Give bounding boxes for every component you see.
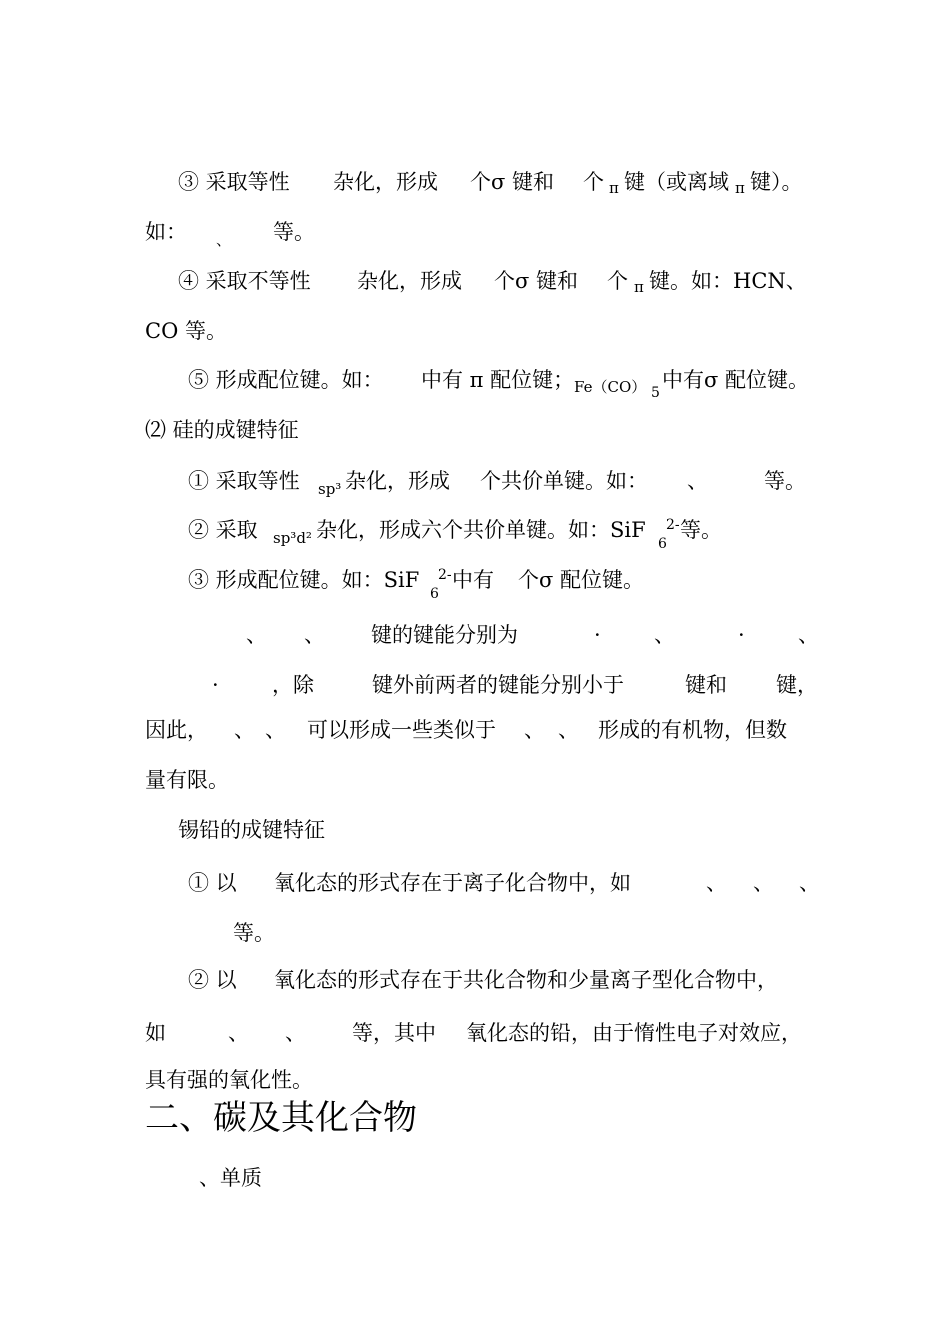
text-line: · xyxy=(738,623,745,647)
formula: sp³d² xyxy=(273,529,312,547)
text-line: ⑤ 形成配位键。如： xyxy=(188,368,384,392)
text-line: 氧化态的形式存在于共化合物和少量离子型化合物中， xyxy=(274,968,778,992)
text-line: 个 xyxy=(607,269,628,293)
text-line: 等。 xyxy=(273,220,315,244)
subsection-title: 、单质 xyxy=(199,1166,262,1190)
text-line: 杂化，形成 xyxy=(357,269,462,293)
text-line: 、 xyxy=(706,871,727,895)
text-line: ② 采取 xyxy=(188,518,258,542)
text-line: 如： xyxy=(145,220,187,244)
text-line: 键外前两者的键能分别小于 xyxy=(372,673,624,697)
text-line: 中有 π 配位键； xyxy=(421,368,575,392)
subscript: 6 xyxy=(430,586,439,602)
text-line: 杂化，形成 xyxy=(333,170,438,194)
text-line: 键， xyxy=(776,673,818,697)
text-line: 、 xyxy=(687,469,708,493)
text-line: 、 xyxy=(753,871,774,895)
text-line: 、 xyxy=(246,623,267,647)
text-line: 可以形成一些类似于 xyxy=(307,718,496,742)
formula: sp³ xyxy=(318,480,342,498)
pi-symbol: π xyxy=(634,278,644,296)
text-line: 形成的有机物，但数 xyxy=(598,718,787,742)
section-heading: 二、碳及其化合物 xyxy=(145,1098,417,1138)
text-line: 键和 xyxy=(685,673,727,697)
text-line: ① 以 xyxy=(188,871,237,895)
text-line: 键的键能分别为 xyxy=(371,623,518,647)
text-line: 、 xyxy=(798,623,819,647)
text-line: · xyxy=(594,623,601,647)
text-line: 等。 xyxy=(233,921,275,945)
superscript: 2- xyxy=(438,567,452,583)
pi-symbol: π xyxy=(609,179,619,197)
text-line: 中有 xyxy=(452,568,494,592)
text-line: 个σ 键和 xyxy=(470,170,555,194)
text-line: ③ 形成配位键。如：SiF xyxy=(188,568,420,592)
text-line: ④ 采取不等性 xyxy=(178,269,311,293)
text-line: 量有限。 xyxy=(145,768,229,792)
text-line: ① 采取等性 xyxy=(188,469,300,493)
text-line: 、 xyxy=(216,231,232,249)
text-line: 杂化，形成 xyxy=(345,469,450,493)
text-line: 具有强的氧化性。 xyxy=(145,1068,313,1092)
section-title: ⑵ 硅的成键特征 xyxy=(145,418,299,442)
text-line: ② 以 xyxy=(188,968,237,992)
text-line: 氧化态的形式存在于离子化合物中，如 xyxy=(274,871,631,895)
text-line: 因此， xyxy=(145,718,208,742)
text-line: 等。 xyxy=(680,518,722,542)
text-line: 、 xyxy=(558,718,579,742)
text-line: ，除 xyxy=(272,673,314,697)
text-line: 杂化，形成六个共价单键。如：SiF xyxy=(316,518,646,542)
text-line: 、 xyxy=(654,623,675,647)
text-line: 等。 xyxy=(764,469,806,493)
text-line: 、 xyxy=(524,718,545,742)
text-line: 、 xyxy=(799,871,820,895)
text-line: ③ 采取等性 xyxy=(178,170,290,194)
text-line: 、 xyxy=(285,1021,306,1045)
formula: Fe（CO） xyxy=(574,378,647,396)
text-line: 中有σ 配位键。 xyxy=(662,368,810,392)
text-line: 、 xyxy=(304,623,325,647)
superscript: 2- xyxy=(666,517,680,533)
text-line: 个σ 配位键。 xyxy=(518,568,645,592)
text-line: 个共价单键。如： xyxy=(480,469,648,493)
text-line: 、 xyxy=(228,1021,249,1045)
pi-symbol: π xyxy=(735,179,745,197)
text-line: 、 xyxy=(265,718,286,742)
text-line: 如 xyxy=(145,1021,166,1045)
text-line: 个σ 键和 xyxy=(494,269,579,293)
text-line: 个 xyxy=(583,170,604,194)
text-line: 键。如：HCN、 xyxy=(649,269,807,293)
text-line: CO 等。 xyxy=(145,319,227,343)
section-title: 锡铅的成键特征 xyxy=(178,818,325,842)
subscript: 5 xyxy=(651,385,660,401)
text-line: 、 xyxy=(234,718,255,742)
subscript: 6 xyxy=(658,536,667,552)
text-line: 键）。 xyxy=(750,170,803,194)
text-line: 氧化态的铅，由于惰性电子对效应， xyxy=(466,1021,802,1045)
text-line: 等，其中 xyxy=(352,1021,436,1045)
text-line: · xyxy=(212,673,219,697)
text-line: 键（或离域 xyxy=(624,170,729,194)
